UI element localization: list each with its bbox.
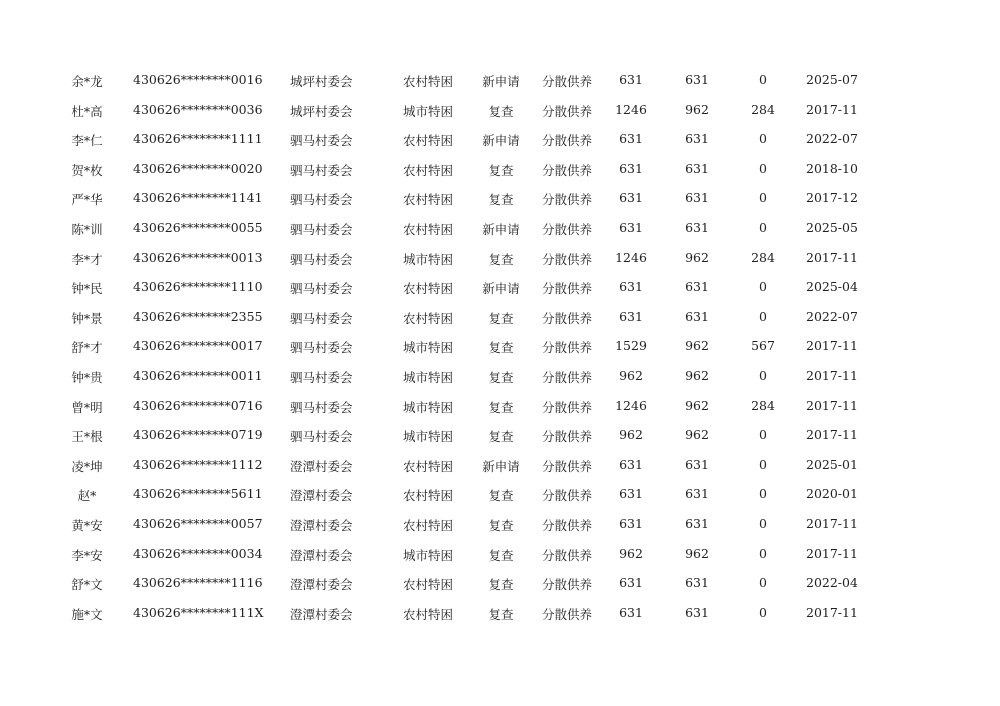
name-cell: 施*文 xyxy=(71,606,103,622)
village-committee-cell: 驷马村委会 xyxy=(290,310,353,326)
base-amount-cell: 631 xyxy=(685,515,709,531)
category-cell: 农村特困 xyxy=(403,606,454,622)
category-cell: 农村特困 xyxy=(403,517,454,533)
category-cell: 城市特困 xyxy=(403,547,454,563)
support-mode-cell: 分散供养 xyxy=(541,133,592,149)
name-cell: 舒*才 xyxy=(71,340,103,356)
table-row xyxy=(0,509,1000,539)
support-mode-cell: 分散供养 xyxy=(541,162,592,178)
table-row xyxy=(0,361,1000,391)
extra-amount-cell: 0 xyxy=(759,367,767,383)
table-row xyxy=(0,420,1000,450)
base-amount-cell: 631 xyxy=(685,456,709,472)
name-cell: 凌*坤 xyxy=(71,458,103,474)
id-number-cell: 430626********0017 xyxy=(133,338,263,354)
id-number-cell: 430626********0716 xyxy=(133,397,263,413)
application-type-cell: 新申请 xyxy=(482,221,520,237)
total-amount-cell: 1246 xyxy=(615,397,647,413)
table-row xyxy=(0,391,1000,421)
date-cell: 2017-11 xyxy=(806,101,858,117)
base-amount-cell: 631 xyxy=(685,72,709,87)
category-cell: 农村特困 xyxy=(403,74,454,89)
application-type-cell: 复查 xyxy=(488,103,514,119)
name-cell: 钟*景 xyxy=(71,310,103,326)
extra-amount-cell: 284 xyxy=(751,397,775,413)
village-committee-cell: 驷马村委会 xyxy=(290,162,353,178)
application-type-cell: 复查 xyxy=(488,577,514,593)
village-committee-cell: 驷马村委会 xyxy=(290,221,353,237)
base-amount-cell: 631 xyxy=(685,219,709,235)
application-type-cell: 复查 xyxy=(488,310,514,326)
village-committee-cell: 澄潭村委会 xyxy=(290,577,353,593)
application-type-cell: 新申请 xyxy=(482,74,520,89)
village-committee-cell: 澄潭村委会 xyxy=(290,488,353,504)
date-cell: 2022-07 xyxy=(806,131,858,147)
base-amount-cell: 962 xyxy=(685,367,709,383)
records-table xyxy=(0,65,1000,627)
application-type-cell: 复查 xyxy=(488,251,514,267)
village-committee-cell: 驷马村委会 xyxy=(290,369,353,385)
base-amount-cell: 631 xyxy=(685,131,709,147)
application-type-cell: 复查 xyxy=(488,399,514,415)
village-committee-cell: 澄潭村委会 xyxy=(290,458,353,474)
id-number-cell: 430626********0034 xyxy=(133,545,263,561)
date-cell: 2018-10 xyxy=(806,160,858,176)
total-amount-cell: 631 xyxy=(619,604,643,620)
table-row xyxy=(0,450,1000,480)
date-cell: 2017-11 xyxy=(806,367,858,383)
date-cell: 2025-07 xyxy=(806,72,858,87)
table-row xyxy=(0,331,1000,361)
date-cell: 2022-07 xyxy=(806,308,858,324)
base-amount-cell: 631 xyxy=(685,190,709,206)
extra-amount-cell: 567 xyxy=(751,338,775,354)
support-mode-cell: 分散供养 xyxy=(541,369,592,385)
support-mode-cell: 分散供养 xyxy=(541,251,592,267)
support-mode-cell: 分散供养 xyxy=(541,310,592,326)
village-committee-cell: 驷马村委会 xyxy=(290,133,353,149)
table-row xyxy=(0,568,1000,598)
extra-amount-cell: 0 xyxy=(759,486,767,502)
id-number-cell: 430626********1116 xyxy=(133,575,263,591)
support-mode-cell: 分散供养 xyxy=(541,281,592,297)
id-number-cell: 430626********5611 xyxy=(133,486,263,502)
support-mode-cell: 分散供养 xyxy=(541,458,592,474)
total-amount-cell: 1529 xyxy=(615,338,647,354)
base-amount-cell: 631 xyxy=(685,486,709,502)
name-cell: 李*才 xyxy=(71,251,103,267)
total-amount-cell: 631 xyxy=(619,219,643,235)
application-type-cell: 新申请 xyxy=(482,133,520,149)
village-committee-cell: 驷马村委会 xyxy=(290,429,353,445)
application-type-cell: 复查 xyxy=(488,488,514,504)
support-mode-cell: 分散供养 xyxy=(541,103,592,119)
date-cell: 2022-04 xyxy=(806,575,858,591)
base-amount-cell: 631 xyxy=(685,160,709,176)
extra-amount-cell: 0 xyxy=(759,308,767,324)
base-amount-cell: 962 xyxy=(685,545,709,561)
village-committee-cell: 驷马村委会 xyxy=(290,340,353,356)
category-cell: 城市特困 xyxy=(403,399,454,415)
village-committee-cell: 驷马村委会 xyxy=(290,399,353,415)
date-cell: 2017-11 xyxy=(806,338,858,354)
name-cell: 钟*贵 xyxy=(71,369,103,385)
base-amount-cell: 962 xyxy=(685,397,709,413)
base-amount-cell: 631 xyxy=(685,308,709,324)
extra-amount-cell: 0 xyxy=(759,190,767,206)
table-row xyxy=(0,302,1000,332)
total-amount-cell: 631 xyxy=(619,456,643,472)
id-number-cell: 430626********1112 xyxy=(133,456,263,472)
village-committee-cell: 澄潭村委会 xyxy=(290,547,353,563)
date-cell: 2025-05 xyxy=(806,219,858,235)
application-type-cell: 新申请 xyxy=(482,281,520,297)
total-amount-cell: 631 xyxy=(619,575,643,591)
category-cell: 农村特困 xyxy=(403,310,454,326)
application-type-cell: 复查 xyxy=(488,517,514,533)
id-number-cell: 430626********111X xyxy=(133,604,264,620)
support-mode-cell: 分散供养 xyxy=(541,429,592,445)
support-mode-cell: 分散供养 xyxy=(541,577,592,593)
application-type-cell: 复查 xyxy=(488,547,514,563)
extra-amount-cell: 0 xyxy=(759,515,767,531)
total-amount-cell: 631 xyxy=(619,308,643,324)
category-cell: 农村特困 xyxy=(403,577,454,593)
application-type-cell: 复查 xyxy=(488,429,514,445)
date-cell: 2017-11 xyxy=(806,249,858,265)
support-mode-cell: 分散供养 xyxy=(541,340,592,356)
id-number-cell: 430626********0020 xyxy=(133,160,263,176)
support-mode-cell: 分散供养 xyxy=(541,606,592,622)
id-number-cell: 430626********1141 xyxy=(133,190,263,206)
application-type-cell: 复查 xyxy=(488,369,514,385)
name-cell: 陈*训 xyxy=(71,221,103,237)
date-cell: 2017-11 xyxy=(806,427,858,443)
date-cell: 2025-04 xyxy=(806,279,858,295)
category-cell: 城市特困 xyxy=(403,369,454,385)
date-cell: 2020-01 xyxy=(806,486,858,502)
date-cell: 2017-11 xyxy=(806,397,858,413)
name-cell: 钟*民 xyxy=(71,281,103,297)
application-type-cell: 复查 xyxy=(488,162,514,178)
base-amount-cell: 962 xyxy=(685,338,709,354)
base-amount-cell: 962 xyxy=(685,427,709,443)
table-row xyxy=(0,154,1000,184)
extra-amount-cell: 0 xyxy=(759,160,767,176)
extra-amount-cell: 0 xyxy=(759,545,767,561)
table-row xyxy=(0,95,1000,125)
total-amount-cell: 631 xyxy=(619,190,643,206)
id-number-cell: 430626********0057 xyxy=(133,515,263,531)
total-amount-cell: 631 xyxy=(619,279,643,295)
application-type-cell: 复查 xyxy=(488,340,514,356)
category-cell: 城市特困 xyxy=(403,251,454,267)
name-cell: 李*安 xyxy=(71,547,103,563)
id-number-cell: 430626********0055 xyxy=(133,219,263,235)
name-cell: 黄*安 xyxy=(71,517,103,533)
category-cell: 城市特困 xyxy=(403,103,454,119)
total-amount-cell: 962 xyxy=(619,427,643,443)
base-amount-cell: 631 xyxy=(685,604,709,620)
table-row xyxy=(0,539,1000,569)
id-number-cell: 430626********0036 xyxy=(133,101,263,117)
name-cell: 舒*文 xyxy=(71,577,103,593)
support-mode-cell: 分散供养 xyxy=(541,488,592,504)
support-mode-cell: 分散供养 xyxy=(541,221,592,237)
total-amount-cell: 631 xyxy=(619,486,643,502)
name-cell: 杜*高 xyxy=(71,103,103,119)
category-cell: 农村特困 xyxy=(403,221,454,237)
village-committee-cell: 驷马村委会 xyxy=(290,281,353,297)
table-row xyxy=(0,183,1000,213)
total-amount-cell: 962 xyxy=(619,367,643,383)
village-committee-cell: 驷马村委会 xyxy=(290,251,353,267)
base-amount-cell: 631 xyxy=(685,279,709,295)
id-number-cell: 430626********1111 xyxy=(133,131,263,147)
total-amount-cell: 631 xyxy=(619,72,643,87)
support-mode-cell: 分散供养 xyxy=(541,547,592,563)
total-amount-cell: 631 xyxy=(619,515,643,531)
application-type-cell: 复查 xyxy=(488,192,514,208)
base-amount-cell: 962 xyxy=(685,249,709,265)
table-row xyxy=(0,243,1000,273)
base-amount-cell: 962 xyxy=(685,101,709,117)
category-cell: 农村特困 xyxy=(403,281,454,297)
category-cell: 农村特困 xyxy=(403,458,454,474)
support-mode-cell: 分散供养 xyxy=(541,517,592,533)
support-mode-cell: 分散供养 xyxy=(541,74,592,89)
total-amount-cell: 1246 xyxy=(615,249,647,265)
date-cell: 2017-12 xyxy=(806,190,858,206)
table-row xyxy=(0,598,1000,628)
id-number-cell: 430626********0013 xyxy=(133,249,263,265)
name-cell: 李*仁 xyxy=(71,133,103,149)
total-amount-cell: 962 xyxy=(619,545,643,561)
id-number-cell: 430626********0011 xyxy=(133,367,263,383)
village-committee-cell: 澄潭村委会 xyxy=(290,517,353,533)
name-cell: 余*龙 xyxy=(71,74,103,89)
category-cell: 农村特困 xyxy=(403,133,454,149)
table-row xyxy=(0,65,1000,95)
application-type-cell: 复查 xyxy=(488,606,514,622)
id-number-cell: 430626********0719 xyxy=(133,427,263,443)
extra-amount-cell: 0 xyxy=(759,219,767,235)
date-cell: 2025-01 xyxy=(806,456,858,472)
total-amount-cell: 631 xyxy=(619,131,643,147)
total-amount-cell: 631 xyxy=(619,160,643,176)
village-committee-cell: 驷马村委会 xyxy=(290,192,353,208)
total-amount-cell: 1246 xyxy=(615,101,647,117)
id-number-cell: 430626********1110 xyxy=(133,279,263,295)
extra-amount-cell: 0 xyxy=(759,456,767,472)
category-cell: 城市特困 xyxy=(403,429,454,445)
village-committee-cell: 城坪村委会 xyxy=(290,74,353,89)
extra-amount-cell: 0 xyxy=(759,131,767,147)
id-number-cell: 430626********0016 xyxy=(133,72,263,87)
name-cell: 曾*明 xyxy=(71,399,103,415)
extra-amount-cell: 0 xyxy=(759,72,767,87)
category-cell: 城市特困 xyxy=(403,340,454,356)
category-cell: 农村特困 xyxy=(403,192,454,208)
date-cell: 2017-11 xyxy=(806,515,858,531)
date-cell: 2017-11 xyxy=(806,604,858,620)
base-amount-cell: 631 xyxy=(685,575,709,591)
village-committee-cell: 澄潭村委会 xyxy=(290,606,353,622)
category-cell: 农村特困 xyxy=(403,162,454,178)
name-cell: 赵* xyxy=(77,488,97,504)
support-mode-cell: 分散供养 xyxy=(541,399,592,415)
extra-amount-cell: 0 xyxy=(759,604,767,620)
name-cell: 严*华 xyxy=(71,192,103,208)
village-committee-cell: 城坪村委会 xyxy=(290,103,353,119)
extra-amount-cell: 284 xyxy=(751,249,775,265)
date-cell: 2017-11 xyxy=(806,545,858,561)
id-number-cell: 430626********2355 xyxy=(133,308,263,324)
table-row xyxy=(0,213,1000,243)
table-row xyxy=(0,124,1000,154)
support-mode-cell: 分散供养 xyxy=(541,192,592,208)
name-cell: 贺*枚 xyxy=(71,162,103,178)
application-type-cell: 新申请 xyxy=(482,458,520,474)
extra-amount-cell: 0 xyxy=(759,279,767,295)
extra-amount-cell: 0 xyxy=(759,427,767,443)
table-row xyxy=(0,479,1000,509)
table-row xyxy=(0,272,1000,302)
extra-amount-cell: 284 xyxy=(751,101,775,117)
category-cell: 农村特困 xyxy=(403,488,454,504)
extra-amount-cell: 0 xyxy=(759,575,767,591)
name-cell: 王*根 xyxy=(71,429,103,445)
